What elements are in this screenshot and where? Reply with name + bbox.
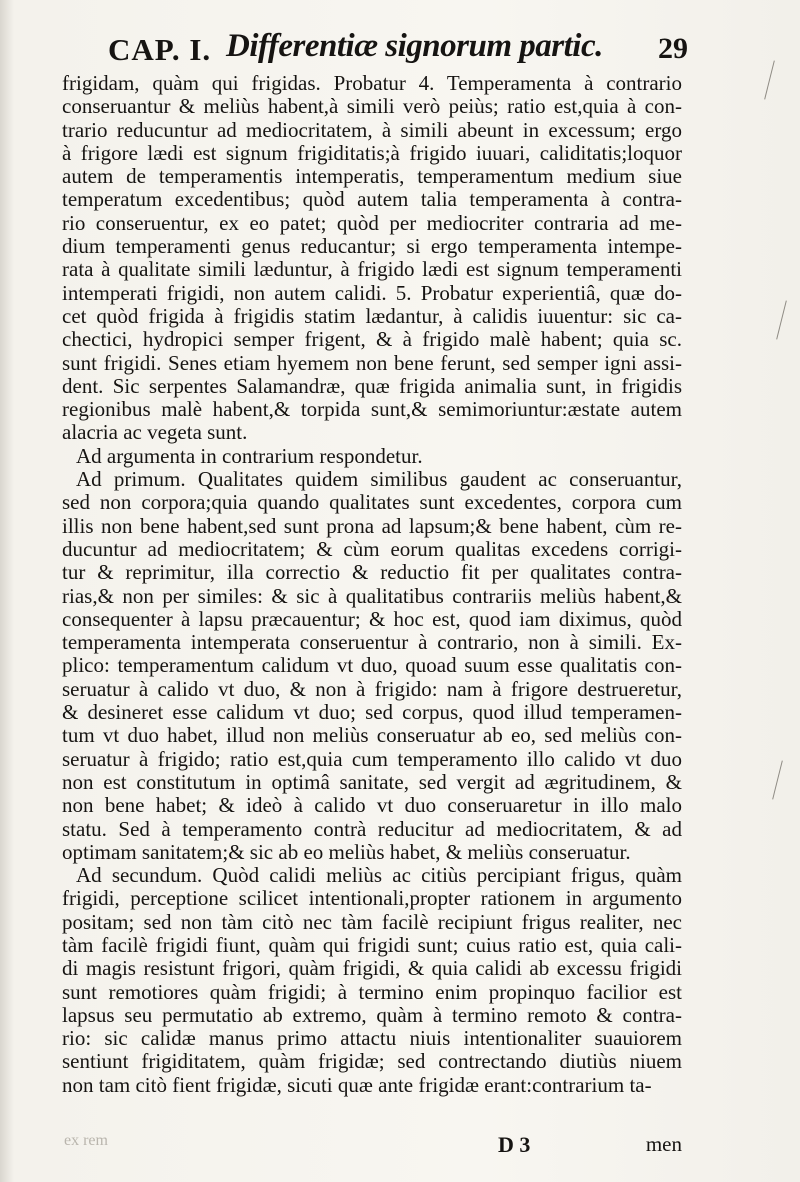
- text-line: non est constitutum in optimâ sanitate, sed vergit ad ægritudinem, &: [62, 770, 682, 794]
- body-text: [62, 72, 682, 1097]
- text-line: conseruantur & meliùs habent,à simili verò peiùs; ratio est,quia à con-: [62, 95, 682, 119]
- text-line: rio conseruentur, ex eo patet; quòd per mediocriter contraria ad me-: [62, 211, 682, 235]
- text-line: chectici, hydropici semper frigent, & à frigido malè habent; quia sc.: [62, 328, 682, 352]
- text-line: tur & reprimitur, illa correctio & reductio fit per qualitates contra-: [62, 561, 682, 585]
- running-header: [108, 26, 688, 72]
- text-line: sed non corpora;quia quando qualitates sunt excedentes, corpora cum: [62, 491, 682, 515]
- text-line: Ad secundum. Quòd calidi meliùs ac citiùs percipiant frigus, quàm: [76, 864, 682, 888]
- text-line: regionibus malè habent,& torpida sunt,& semimoriuntur:æstate autem: [62, 398, 682, 422]
- text-line: rio: sic calidæ manus primo attactu niuis intentionaliter suauiorem: [62, 1027, 682, 1051]
- signature-mark: D 3: [498, 1132, 531, 1157]
- text-line: autem de temperamentis intemperatis, temperamentum medium siue: [62, 165, 682, 189]
- text-line: ducuntur ad mediocritatem; & cùm eorum qualitas excedens corrigi-: [62, 537, 682, 561]
- text-line: Ad argumenta in contrarium respondetur.: [76, 444, 423, 468]
- page-footer: [62, 1132, 682, 1162]
- text-line: seruatur à calido vt duo, & non à frigido: nam à frigore destrueretur,: [62, 677, 682, 701]
- text-line: positam; sed non tàm citò nec tàm facilè recipiunt frigus realiter, nec: [62, 910, 682, 934]
- text-line: seruatur à frigido; ratio est,quia cum temperamento illo calido vt duo: [62, 747, 682, 771]
- text-line: non bene habet; & ideò à calido vt duo conseruaretur in illo malo: [62, 794, 682, 818]
- chapter-label: CAP. I.: [108, 32, 212, 67]
- text-line: tum vt duo habet, illud non meliùs conseruatur ab eo, sed meliùs con-: [62, 724, 682, 748]
- page-number: 29: [658, 32, 688, 65]
- text-line: temperatum excedentibus; quòd autem talia temperamenta à contra-: [62, 188, 682, 212]
- text-line: optimam sanitatem;& sic ab eo meliùs habet, & meliùs conseruatur.: [62, 840, 631, 864]
- text-line: rata à qualitate simili læduntur, à frigido lædi est signum temperamenti: [62, 258, 682, 282]
- text-line: frigidam, quàm qui frigidas. Probatur 4. Temperamenta à contrario: [62, 72, 682, 95]
- text-line: rias,& non per similes: & sic à qualitatibus contrariis meliùs habent,&: [62, 584, 682, 608]
- running-title: Differentiæ signorum partic.: [226, 28, 603, 64]
- text-line: tàm facilè frigidi fiunt, quàm qui frigidi sunt; cuius ratio est, quia cali-: [62, 933, 682, 957]
- paper-edge-mark: [776, 300, 787, 339]
- text-line: alacria ac vegeta sunt.: [62, 421, 248, 445]
- text-line: plico: temperamentum calidum vt duo, quoad suum esse qualitatis con-: [62, 654, 682, 678]
- paper-edge-mark: [772, 760, 783, 799]
- text-line: illis non bene habent,sed sunt prona ad lapsum;& bene habent, cùm re-: [62, 514, 682, 538]
- text-line: dium temperamenti genus reducantur; si ergo temperamenta intempe-: [62, 235, 682, 259]
- text-line: lapsus seu permutatio ab extremo, quàm à termino remoto & contra-: [62, 1003, 682, 1027]
- bleed-through-text: ex rem: [64, 1132, 108, 1149]
- text-line: statu. Sed à temperamento contrà reducitur ad mediocritatem, & ad: [62, 817, 682, 841]
- text-line: non tam citò fient frigidæ, sicuti quæ ante frigidæ erant:contrarium ta-: [62, 1073, 652, 1097]
- text-line: di magis resistunt frigori, quàm frigidi, & quia calidi ab excessu frigidi: [62, 957, 682, 981]
- text-line: Ad primum. Qualitates quidem similibus gaudent ac conseruantur,: [76, 468, 682, 492]
- text-line: trario reducuntur ad mediocritatem, à simili abeunt in excessum; ergo: [62, 118, 682, 142]
- text-line: dent. Sic serpentes Salamandræ, quæ frigida animalia sunt, in frigidis: [62, 374, 682, 398]
- text-line: frigidi, perceptione scilicet intentionali,propter rationem in argumento: [62, 887, 682, 911]
- text-line: sunt frigidi. Senes etiam hyemem non bene ferunt, sed semper igni assi-: [62, 351, 682, 375]
- text-line: sentiunt frigiditatem, quàm frigidæ; sed contrectando diutiùs niuem: [62, 1050, 682, 1074]
- paper-edge-mark: [764, 60, 775, 99]
- text-line: temperamenta intemperata conseruentur à contrario, non à simili. Ex-: [62, 631, 682, 655]
- text-line: intemperati frigidi, non autem calidi. 5. Probatur experientiâ, quæ do-: [62, 281, 682, 305]
- text-line: sunt remotiores quàm frigidi; à termino enim propinquo facilior est: [62, 980, 682, 1004]
- text-line: cet quòd frigida à frigidis statim lædantur, à calidis iuuentur: sic ca-: [62, 304, 682, 328]
- text-line: & desineret esse calidum vt duo; sed corpus, quod illud temperamen-: [62, 701, 682, 725]
- text-line: consequenter à lapsu præcauentur; & hoc est, quod iam diximus, quòd: [62, 607, 682, 631]
- catchword: men: [645, 1132, 682, 1156]
- text-line: à frigore lædi est signum frigiditatis;à frigido iuuari, caliditatis;loquor: [62, 141, 682, 165]
